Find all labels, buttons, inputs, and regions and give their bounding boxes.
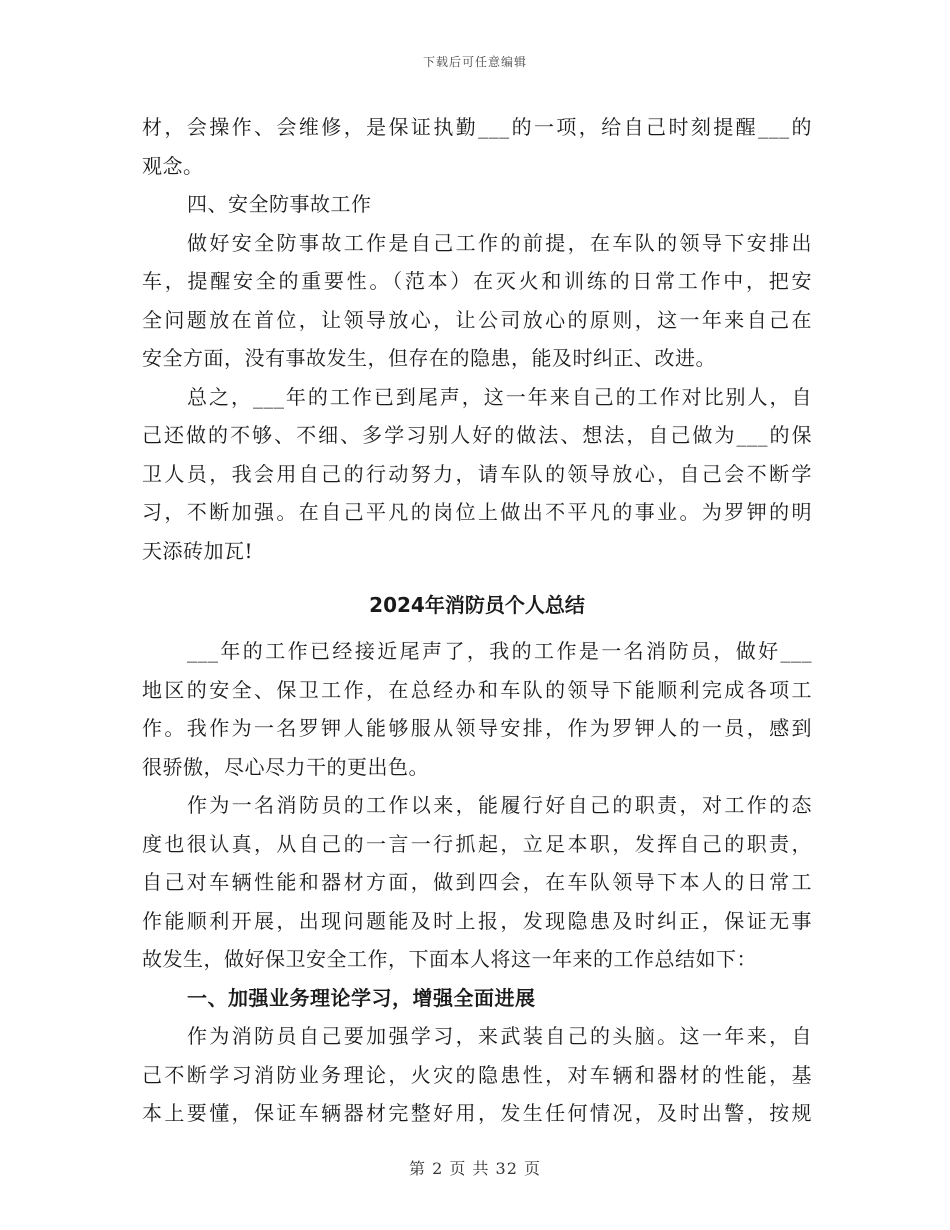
- page-footer: 第 2 页 共 32 页: [409, 1159, 541, 1178]
- body-line: 作为消防员自己要加强学习，来武装自己的头脑。这一年来，自: [187, 1024, 812, 1048]
- body-line: 地区的安全、保卫工作，在总经办和车队的领导下能顺利完成各项工: [142, 677, 812, 702]
- body-line: 作能顺利开展，出现问题能及时上报，发现隐患及时纠正，保证无事: [142, 908, 812, 933]
- body-line: 全问题放在首位，让领导放心，让公司放心的原则，这一年来自己在: [142, 307, 812, 332]
- body-line: 材，会操作、会维修，是保证执勤___的一项，给自己时刻提醒___的: [142, 115, 812, 139]
- body-line: 天添砖加瓦!: [142, 538, 254, 563]
- page-header: 下载后可任意编辑: [422, 55, 527, 69]
- body-line: 作。我作为一名罗钾人能够服从领导安排，作为罗钾人的一员，感到: [142, 716, 812, 740]
- body-line: 己不断学习消防业务理论，火灾的隐患性，对车辆和器材的性能，基: [142, 1062, 812, 1087]
- body-line: 安全方面，没有事故发生，但存在的隐患，能及时纠正、改进。: [142, 346, 716, 370]
- body-line: ___年的工作已经接近尾声了，我的工作是一名消防员，做好___: [187, 639, 812, 663]
- body-line: 作为一名消防员的工作以来，能履行好自己的职责，对工作的态: [187, 793, 812, 817]
- section-subheading: 四、安全防事故工作: [187, 192, 372, 216]
- body-line: 度也很认真，从自己的一言一行抓起，立足本职，发挥自己的职责，: [142, 831, 812, 856]
- section-heading: 一、加强业务理论学习，增强全面进展: [187, 985, 536, 1010]
- body-line: 做好安全防事故工作是自己工作的前提，在车队的领导下安排出: [187, 230, 812, 255]
- body-line: 总之，___年的工作已到尾声，这一年来自己的工作对比别人，自: [187, 384, 812, 409]
- body-line: 己还做的不够、不细、多学习别人好的做法、想法，自己做为___的保: [142, 423, 812, 447]
- body-line: 观念。: [142, 153, 204, 178]
- body-line: 习，不断加强。在自己平凡的岗位上做出不平凡的事业。为罗钾的明: [142, 500, 812, 524]
- body-line: 很骄傲，尽心尽力干的更出色。: [142, 754, 429, 779]
- body-line: 自己对车辆性能和器材方面，做到四会，在车队领导下本人的日常工: [142, 870, 812, 894]
- body-line: 本上要懂，保证车辆器材完整好用，发生任何情况，及时出警，按规: [142, 1101, 812, 1125]
- body-line: 车，提醒安全的重要性。（范本）在灭火和训练的日常工作中，把安: [142, 269, 812, 293]
- document-body: [142, 108, 812, 1133]
- body-line: 卫人员，我会用自己的行动努力，请车队的领导放心，自己会不断学: [142, 461, 812, 486]
- document-title: 2024年消防员个人总结: [369, 593, 585, 617]
- body-line: 故发生，做好保卫安全工作，下面本人将这一年来的工作总结如下：: [142, 947, 757, 971]
